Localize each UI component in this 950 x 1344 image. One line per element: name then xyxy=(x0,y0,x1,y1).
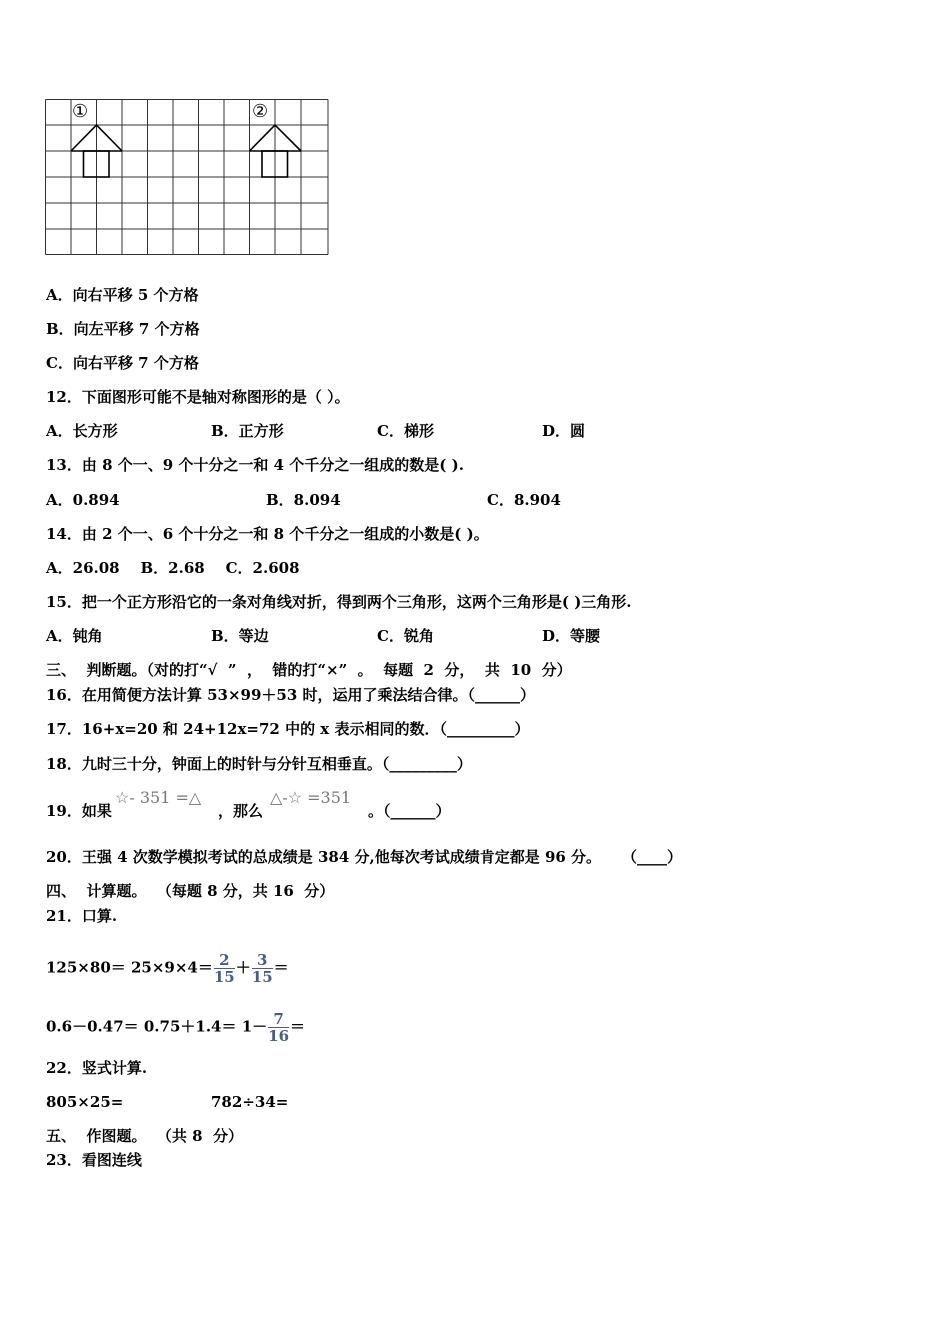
q14-options: A．26.08 B．2.68 C．2.608 xyxy=(46,559,300,577)
grid-svg xyxy=(45,99,330,256)
q23-stem: 23．看图连线 xyxy=(46,1151,142,1169)
section-4-title: 四、 计算题。 （每题 8 分，共 16 分） xyxy=(46,882,335,900)
q15-option-b: B．等边 xyxy=(211,627,269,645)
q12-option-d: D．圆 xyxy=(542,422,586,440)
q20: 20．王强 4 次数学模拟考试的总成绩是 384 分,他每次考试成绩肯定都是 96 分。 （____） xyxy=(46,848,682,866)
q19-prefix: 19．如果 xyxy=(46,802,112,820)
q13-option-a: A．0.894 xyxy=(46,491,120,509)
equals-sign: ＝ xyxy=(273,958,289,977)
q15-stem: 15．把一个正方形沿它的一条对角线对折，得到两个三角形，这两个三角形是( )三角形. xyxy=(46,593,632,611)
q22-stem: 22．竖式计算. xyxy=(46,1059,148,1077)
q22-left: 805×25= xyxy=(46,1093,124,1111)
q19-middle: ，那么 xyxy=(218,802,264,820)
fraction-3-15 xyxy=(252,952,273,985)
q14-stem: 14．由 2 个一、6 个十分之一和 8 个千分之一组成的小数是( )。 xyxy=(46,525,489,543)
q13-option-b: B．8.094 xyxy=(266,491,341,509)
q22-right: 782÷34= xyxy=(211,1093,289,1111)
q21-row1-text: 125×80＝ 25×9×4＝ xyxy=(46,958,213,977)
q21-row2-text: 0.6－0.47＝ 0.75＋1.4＝ 1－ xyxy=(46,1017,268,1036)
equals-sign: ＝ xyxy=(290,1017,306,1036)
q16: 16．在用简便方法计算 53×99＋53 时，运用了乘法结合律。（______） xyxy=(46,686,536,704)
q11-option-b: B．向左平移 7 个方格 xyxy=(46,320,200,338)
q15-option-a: A．钝角 xyxy=(46,627,103,645)
q13-stem: 13．由 8 个一、9 个十分之一和 4 个千分之一组成的数是( ). xyxy=(46,456,464,474)
q19-expr2: △-☆ =351 xyxy=(270,788,352,807)
q21-stem: 21．口算. xyxy=(46,907,118,925)
fraction-numerator: 7 xyxy=(268,1011,289,1028)
fraction-numerator: 3 xyxy=(252,952,273,969)
q12-option-a: A．长方形 xyxy=(46,422,118,440)
q11-option-c: C．向右平移 7 个方格 xyxy=(46,354,199,372)
q15-option-d: D．等腰 xyxy=(542,627,601,645)
fraction-7-16 xyxy=(268,1011,289,1044)
q13-option-c: C．8.904 xyxy=(487,491,561,509)
q18: 18．九时三十分，钟面上的时针与分针互相垂直。（_________） xyxy=(46,755,472,773)
fraction-denominator: 15 xyxy=(213,968,235,986)
shape-1-label: ① xyxy=(72,101,89,122)
shape-2-label: ② xyxy=(252,101,269,122)
q21-row-1 xyxy=(46,952,289,985)
q15-option-c: C．锐角 xyxy=(377,627,434,645)
section-5-title: 五、 作图题。 （共 8 分） xyxy=(46,1127,243,1145)
q19-expr1: ☆- 351 =△ xyxy=(115,788,202,807)
q12-option-b: B．正方形 xyxy=(211,422,284,440)
q12-option-c: C．梯形 xyxy=(377,422,434,440)
fraction-denominator: 16 xyxy=(268,1027,290,1045)
fraction-numerator: 2 xyxy=(214,952,235,969)
q11-option-a: A．向右平移 5 个方格 xyxy=(46,286,199,304)
q17: 17．16+x=20 和 24+12x=72 中的 x 表示相同的数．（_________） xyxy=(46,720,530,738)
q21-row-2 xyxy=(46,1011,305,1044)
plus-sign: ＋ xyxy=(235,958,251,977)
translation-grid-figure xyxy=(45,99,330,260)
section-3-title: 三、 判断题。（对的打“√ ” ， 错的打“×” 。 每题 2 分， 共 10 分） xyxy=(46,661,572,679)
q12-stem: 12．下面图形可能不是轴对称图形的是（ ）。 xyxy=(46,388,350,406)
fraction-denominator: 15 xyxy=(251,968,273,986)
q19-suffix: 。（______） xyxy=(368,802,451,820)
fraction-2-15 xyxy=(214,952,235,985)
